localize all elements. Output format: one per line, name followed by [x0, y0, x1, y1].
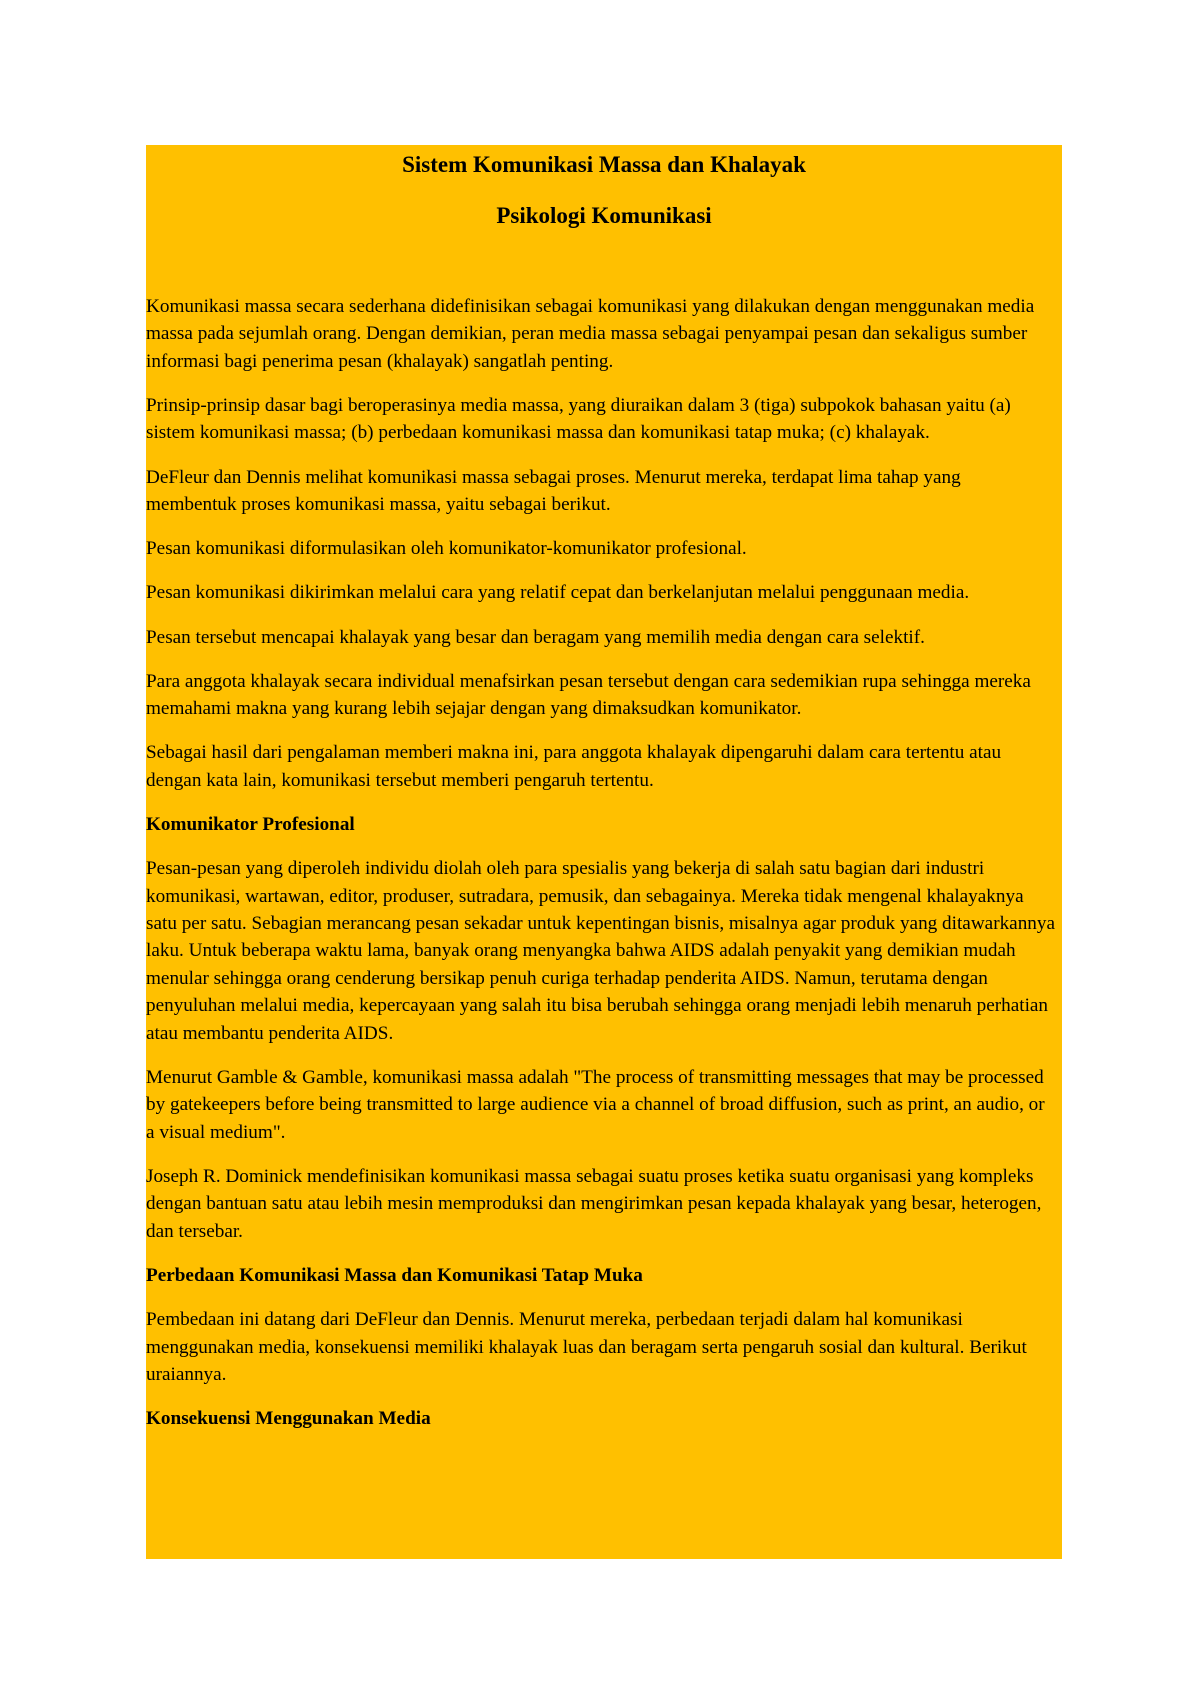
paragraph: Sebagai hasil dari pengalaman memberi makna ini, para anggota khalayak dipengaruhi dalam cara tertentu atau dengan kata lain, komunikasi tersebut memberi pengaruh tertentu. — [146, 742, 1002, 791]
document-title: Sistem Komunikasi Massa dan Khalayak — [402, 152, 806, 177]
paragraph: Pesan-pesan yang diperoleh individu diolah oleh para spesialis yang bekerja di salah satu bagian dari industri komunikasi, wartawan, editor, produser, sutradara, pemusik, dan sebagainya. Mereka tidak mengenal khalayaknya satu per satu. Sebagian merancang pesan sekadar untuk kepentingan bisnis, misalnya agar produk yang ditawarkannya laku. Untuk beberapa waktu lama, banyak orang menyangka bahwa AIDS adalah penyakit yang demikian mudah menular sehingga orang cenderung bersikap penuh curiga terhadap penderita AIDS. Namun, terutama dengan penyuluhan melalui media, kepercayaan yang salah itu bisa berubah sehingga orang menjadi lebih menaruh perhatian atau membantu penderita AIDS. — [146, 858, 1055, 1044]
paragraph: Joseph R. Dominick mendefinisikan komunikasi massa sebagai suatu proses ketika suatu organisasi yang kompleks dengan bantuan satu atau lebih mesin memproduksi dan mengirimkan pesan kepada khalayak yang besar, heterogen, dan tersebar. — [146, 1165, 1042, 1242]
document-body — [146, 293, 1062, 1433]
paragraph: Pesan komunikasi dikirimkan melalui cara yang relatif cepat dan berkelanjutan melalui penggunaan media. — [146, 582, 970, 604]
paragraph: DeFleur dan Dennis melihat komunikasi massa sebagai proses. Menurut mereka, terdapat lima tahap yang membentuk proses komunikasi massa, yaitu sebagai berikut. — [146, 466, 961, 516]
document-subtitle: Psikologi Komunikasi — [496, 203, 712, 228]
paragraph: Pesan tersebut mencapai khalayak yang besar dan beragam yang memilih media dengan cara selektif. — [146, 626, 925, 648]
paragraph: Pembedaan ini datang dari DeFleur dan Dennis. Menurut mereka, perbedaan terjadi dalam hal komunikasi menggunakan media, konsekuensi memiliki khalayak luas dan beragam serta pengaruh sosial dan kultural. Berikut uraiannya. — [146, 1309, 1027, 1385]
section-heading: Konsekuensi Menggunakan Media — [146, 1408, 431, 1430]
section-heading: Komunikator Profesional — [146, 814, 355, 836]
paragraph: Prinsip-prinsip dasar bagi beroperasinya media massa, yang diuraikan dalam 3 (tiga) subpokok bahasan yaitu (a) sistem komunikasi massa; (b) perbedaan komunikasi massa dan komunikasi tatap muka; (c) khalayak. — [146, 395, 1011, 444]
paragraph: Para anggota khalayak secara individual menafsirkan pesan tersebut dengan cara sedemikian rupa sehingga mereka memahami makna yang kurang lebih sejajar dengan yang dimaksudkan komunikator. — [146, 670, 1031, 720]
paragraph: Menurut Gamble & Gamble, komunikasi massa adalah "The process of transmitting messages that may be processed by gatekeepers before being transmitted to large audience via a channel of broad diffusion, such as print, an audio, or a visual medium". — [146, 1066, 1045, 1143]
paragraph: Pesan komunikasi diformulasikan oleh komunikator-komunikator profesional. — [146, 538, 747, 560]
paragraph: Komunikasi massa secara sederhana didefinisikan sebagai komunikasi yang dilakukan dengan menggunakan media massa pada sejumlah orang. Dengan demikian, peran media massa sebagai penyampai pesan dan sekaligus sumber informasi bagi penerima pesan (khalayak) sangatlah penting. — [146, 296, 1035, 372]
title-block — [146, 145, 1062, 230]
section-heading: Perbedaan Komunikasi Massa dan Komunikasi Tatap Muka — [146, 1264, 643, 1286]
document-page — [146, 145, 1062, 1559]
